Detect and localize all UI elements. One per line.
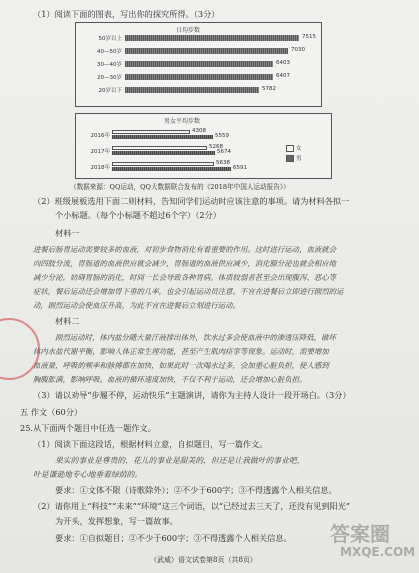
data-source: （数据来源：QQ运动，QQ大数据联合发布的《2018年中国人运动报告》） — [70, 183, 290, 191]
bar-male — [112, 151, 215, 155]
bar-value: 5782 — [262, 86, 276, 92]
bar-male — [112, 135, 213, 139]
watermark-logo: 答案圈 — [330, 522, 390, 546]
category-label: 2018年 — [90, 165, 110, 171]
bar-value: 5674 — [217, 149, 231, 155]
material-2-line: 体内水盐代谢平衡，影响人体正常生理功能，甚至产生肌肉痉挛等现象。运动时，需要增加 — [33, 347, 329, 356]
bar-female — [112, 130, 190, 134]
bar — [125, 87, 259, 93]
bar-value: 5638 — [216, 160, 230, 166]
bar-value: 7515 — [302, 34, 316, 40]
question-2: （2）班级展板选用下面二则材料，告知同学们运动时应该注意的事项。请为材料各拟一 — [33, 196, 350, 206]
material-1-line: 症状，餐后运动还会增加胃下垂的几率，也会引起运动员注意。不宜在进餐后立即进行剧烈的运 — [33, 287, 344, 296]
bar — [125, 61, 273, 67]
bar-female — [112, 146, 207, 150]
watermark-url: MXQE.COM — [340, 545, 416, 559]
option-1: （1）阅读下面这段话，根据材料立意，自拟题目，写一篇作文。 — [33, 439, 268, 449]
requirement-1: 要求：①文体不限（诗歌除外）；②不少于600字；③不得透露个人相关信息。 — [55, 485, 337, 495]
material-2-line: 胸腹胀满，影响呼吸。血液的循环速度加快，不仅不利于运动，还会增加心脏负担。 — [33, 375, 307, 384]
material-2-line: 血液量，呼吸的频率和脉搏都在加快，如果此时一次喝水过多，会加重心脏负担，使人感到 — [33, 361, 329, 370]
question-3: （3）请以劝导“步履不停，运动快乐”主题演讲，请你为主持人设计一段开场白。（3分） — [33, 390, 351, 400]
material-1-line: 动，剧烈运动会使血压升高，为此不宜在进餐后立刻进行运动。 — [33, 301, 240, 310]
bar-female — [112, 162, 214, 166]
category-label: 2016年 — [90, 133, 110, 139]
bar — [125, 74, 273, 80]
legend — [286, 144, 302, 162]
page-footer: （武威）语文试卷第8页（共8页） — [150, 556, 257, 564]
option-1-quote: 叶是谦逊地专心地垂着绿荫的。 — [33, 470, 143, 479]
category-label: 30—40岁 — [97, 62, 122, 68]
bar-value: 5559 — [215, 133, 229, 139]
option-2-cont: 为开头，发挥想象，写一篇故事。 — [55, 516, 178, 526]
category-label: 40—50岁 — [97, 49, 122, 55]
section-5-title: 五 作文（60分） — [20, 407, 83, 417]
material-2-line: 剧烈运动时，体内盐分随大量汗液排出体外，饮水过多会使血液中的渗透压降低，破坏 — [55, 333, 336, 342]
bar — [125, 48, 288, 54]
bar-value: 6591 — [233, 165, 247, 171]
option-1-quote: 果实的事业是尊贵的，花儿的事业是甜美的，但还是让我做叶的事业吧， — [55, 456, 305, 465]
chart-title: 日均步数 — [176, 27, 201, 34]
bar-male — [112, 167, 231, 171]
legend-male: 男 — [286, 154, 302, 162]
material-1-line: 减少分泌，妨碍胃肠的消化，时间一长会导致各种胃病。体质较弱者甚至会出现腹泻、恶心等 — [33, 273, 337, 282]
material-1-line: 进餐后肠胃运动需要较多的血液，对初步食物消化有着重要的作用。这时进行运动，血液就会 — [33, 245, 337, 254]
legend-female: 女 — [286, 144, 302, 152]
category-label: 20—30岁 — [97, 75, 122, 81]
category-label: 50岁以上 — [98, 36, 122, 42]
requirement-2: 要求：①自拟题目；②不少于600字；③不得透露个人相关信息。 — [55, 533, 292, 543]
option-2: （2）请你用上“科技”“未来”“环境”这三个词语，以“已经过去三天了，还没有见到阳光” — [33, 501, 351, 511]
category-label: 20岁以下 — [98, 88, 122, 94]
bar-value: 6403 — [276, 60, 290, 66]
bar — [125, 35, 299, 41]
bar-value: 6407 — [276, 73, 290, 79]
question-2-cont: 个小标题。（每个小标题不超过6个字）（2分） — [55, 210, 221, 220]
material-1-line: 向四肢分流，胃肠道的血液供应就会减少，胃肠道的血液供应减少，消化腺分泌也就会相应地 — [33, 259, 337, 268]
question-1: （1）阅读下面的图表，写出你的探究所得。（3分） — [33, 9, 220, 19]
chart-title: 男女平均步数 — [164, 118, 201, 125]
question-25: 25.从下面两个题目中任选一题作文。 — [20, 423, 156, 433]
bar-value: 5268 — [209, 144, 223, 150]
material-1-label: 材料一 — [55, 228, 80, 238]
category-label: 2017年 — [90, 149, 110, 155]
bar-value: 7030 — [291, 47, 305, 53]
bar-value: 4308 — [192, 128, 206, 134]
material-2-label: 材料二 — [55, 316, 80, 326]
